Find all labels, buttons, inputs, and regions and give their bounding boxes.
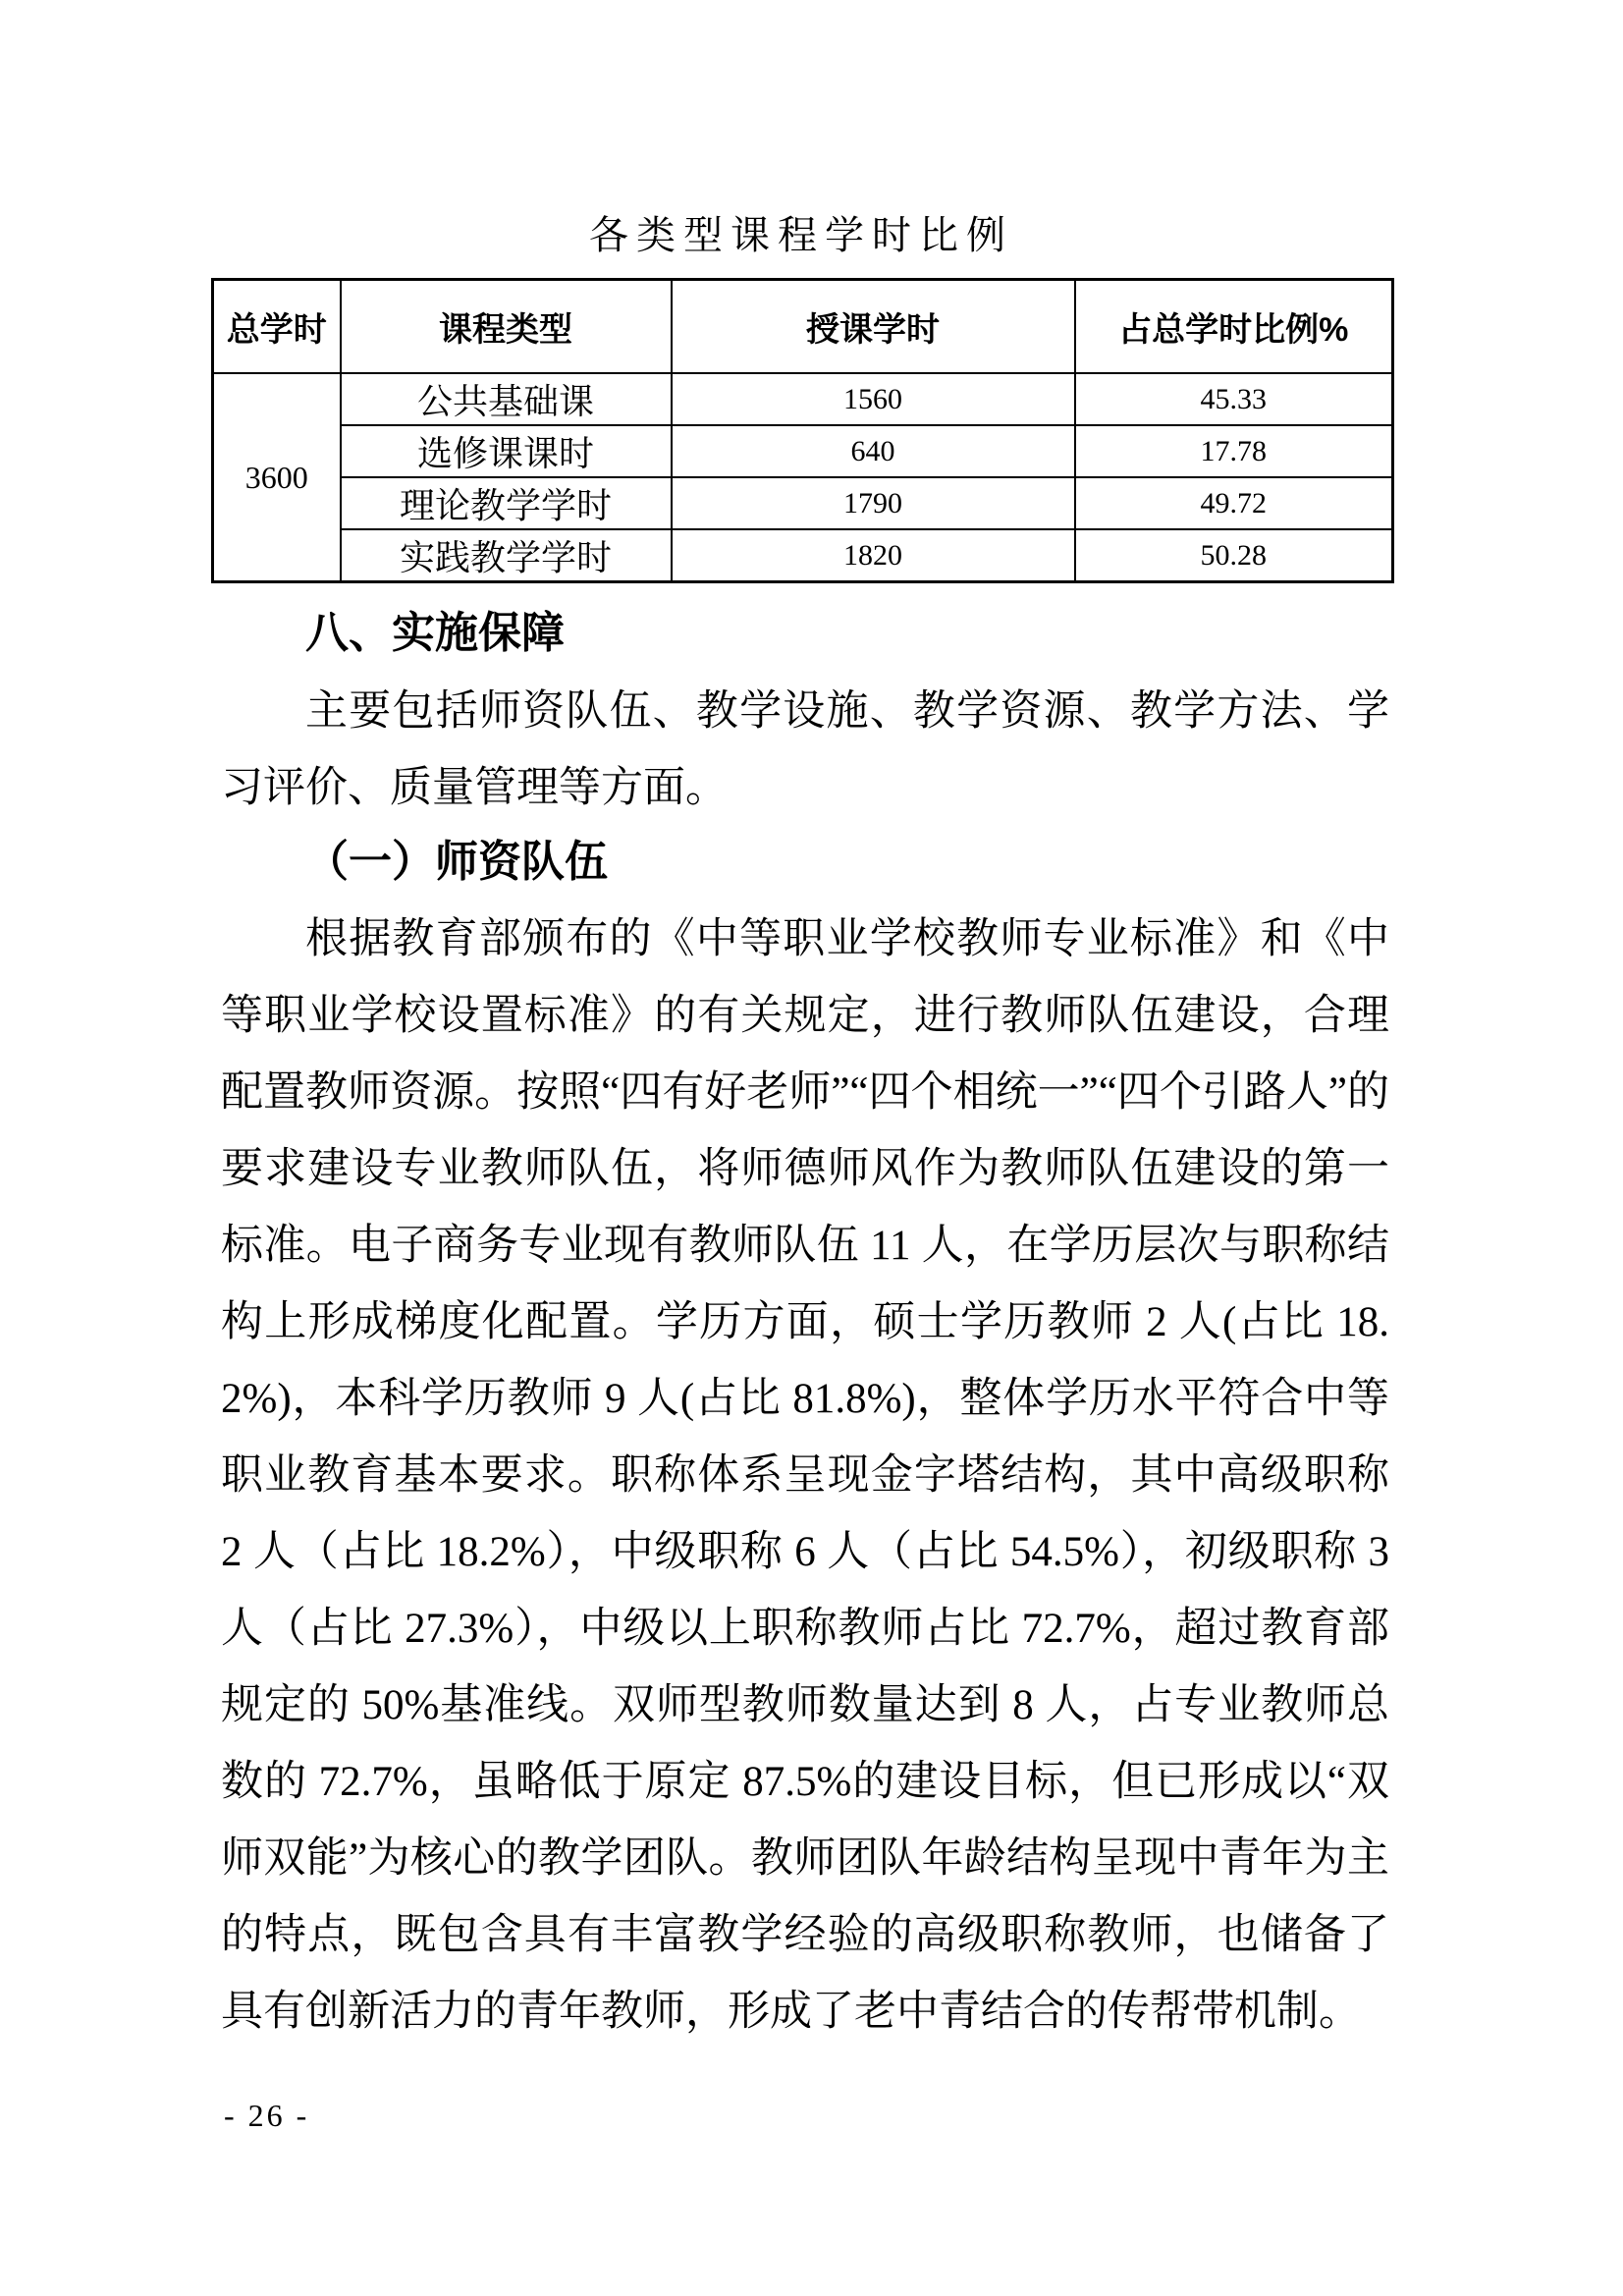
- percent-cell: 45.33: [1075, 373, 1393, 425]
- table-row: [213, 529, 1393, 582]
- course-type-cell: 实践教学学时: [341, 529, 672, 582]
- percent-cell: 49.72: [1075, 477, 1393, 529]
- percent-cell: 50.28: [1075, 529, 1393, 582]
- table-title: 各类型课程学时比例: [589, 213, 1013, 257]
- hours-cell: 1820: [672, 529, 1075, 582]
- table-row: [213, 477, 1393, 529]
- percent-cell: 17.78: [1075, 425, 1393, 477]
- subsection-heading: （一）师资队伍: [305, 838, 608, 886]
- hours-cell: 1560: [672, 373, 1075, 425]
- page-number: - 26 -: [224, 2098, 310, 2133]
- course-hours-table: [211, 278, 1394, 583]
- table-row: [213, 373, 1393, 425]
- header-percent: 占总学时比例%: [1075, 280, 1393, 374]
- course-type-cell: 理论教学学时: [341, 477, 672, 529]
- table-row: [213, 425, 1393, 477]
- intro-paragraph: 主要包括师资队伍、教学设施、教学资源、教学方法、学习评价、质量管理等方面。: [221, 688, 1389, 811]
- hours-cell: 1790: [672, 477, 1075, 529]
- header-total-hours: 总学时: [213, 280, 341, 374]
- header-teaching-hours: 授课学时: [672, 280, 1075, 374]
- table-header-row: [213, 280, 1393, 374]
- header-course-type: 课程类型: [341, 280, 672, 374]
- course-type-cell: 选修课课时: [341, 425, 672, 477]
- section-heading: 八、实施保障: [305, 609, 565, 657]
- body-paragraph: 根据教育部颁布的《中等职业学校教师专业标准》和《中等职业学校设置标准》的有关规定，进行教师队伍建设，合理配置教师资源。按照“四有好老师”“四个相统一”“四个引路人”的要求建设专业教师队伍，将师德师风作为教师队伍建设的第一标准。电子商务专业现有教师队伍 11 人，在学历层次与职称结构上形成梯度化配置。学历方面，硕士学历教师 2 人(占比 18.2%)，本科学历教师 9 人(占比 81.8%)，整体学历水平符合中等职业教育基本要求。职称体系呈现金字塔结构，其中高级职称 2 人（占比 18.2%），中级职称 6 人（占比 54.5%），初级职称 3 人（占比 27.3%），中级以上职称教师占比 72.7%，超过教育部规定的 50%基准线。双师型教师数量达到 8 人，占专业教师总数的 72.7%，虽略低于原定 87.5%的建设目标，但已形成以“双师双能”为核心的教学团队。教师团队年龄结构呈现中青年为主的特点，既包含具有丰富教学经验的高级职称教师，也储备了具有创新活力的青年教师，形成了老中青结合的传帮带机制。: [221, 916, 1389, 2035]
- hours-cell: 640: [672, 425, 1075, 477]
- total-hours-value: 3600: [213, 373, 341, 582]
- course-type-cell: 公共基础课: [341, 373, 672, 425]
